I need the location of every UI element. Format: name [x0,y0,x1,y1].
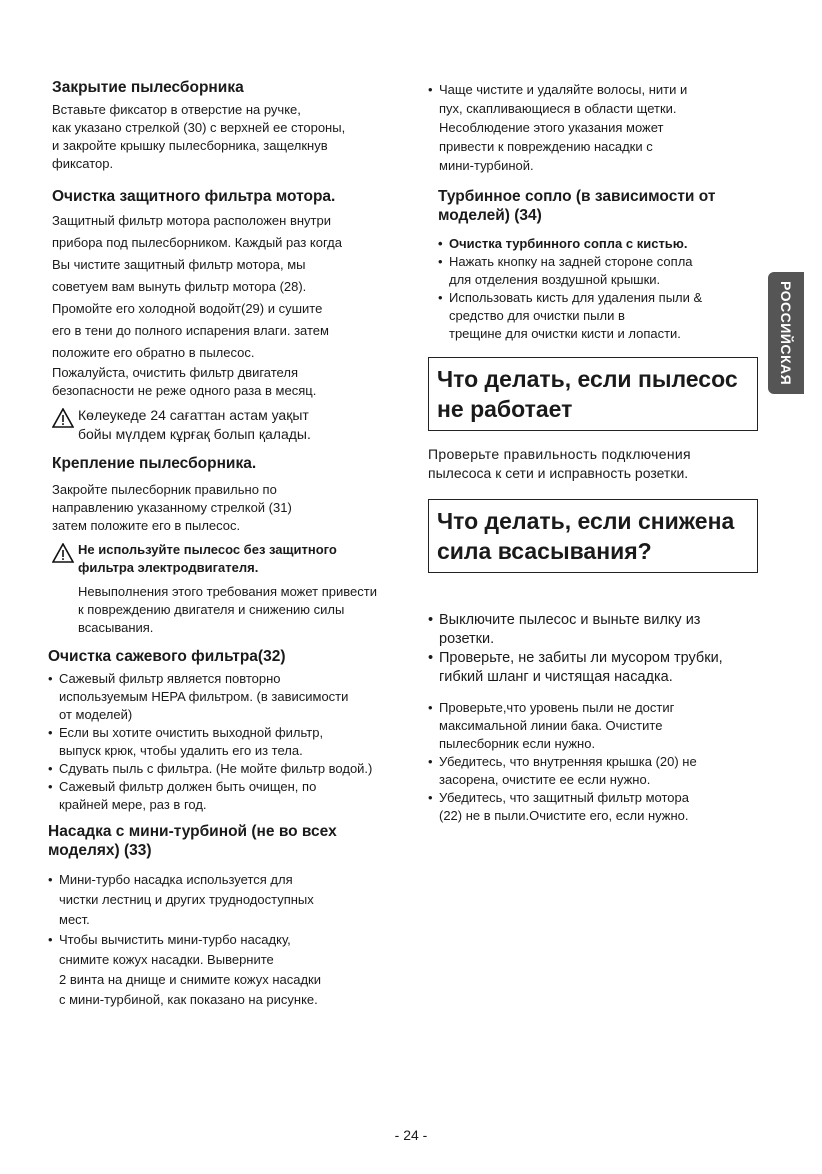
list-item: • Если вы хотите очистить выходной фильтр, выпуск крюк, чтобы удалить его из тела. [48,724,412,760]
text-line: советуем вам вынуть фильтр мотора (28). [52,279,307,294]
heading-box-suction: Что делать, если снижена сила всасывания? [428,499,758,573]
right-column [428,80,758,825]
heading-box-not-working: Что делать, если пылесос не работает [428,357,758,431]
list-item: • Проверьте, не забиты ли мусором трубки, гибкий шланг и чистящая насадка. [428,649,758,687]
warning-bold-line: Не используйте пылесос без защитного [78,542,337,557]
section-title: Крепление пылесборника. [52,455,257,472]
list-item: • Убедитесь, что внутренняя крышка (20) не засорена, очистите ее если нужно. [428,753,758,789]
warning-triangle-icon [52,408,74,428]
language-tab [768,272,804,394]
warning-note [52,406,412,444]
section-title: Насадка с мини-турбиной (не во всех моделях) (33) [48,823,337,859]
list-item: • Сдувать пыль с фильтра. (Не мойте фильтр водой.) [48,760,412,778]
warning-line: всасывания. [78,620,154,635]
list-item: • Убедитесь, что защитный фильтр мотора (22) не в пыли.Очистите его, если нужно. [428,789,758,825]
bullet-list [438,235,758,343]
bullet-list [48,870,412,1010]
section-title: Закрытие пылесборника [52,79,244,96]
warning-line: Көлеукеде 24 сағаттан астам уақыт [78,407,309,423]
list-item: • Использовать кисть для удаления пыли & средство для очистки пыли в трещине для очистки кисти и лопасти. [438,289,758,343]
text-line: Вставьте фиксатор в отверстие на ручке, [52,102,301,117]
bullet-list [428,80,758,175]
language-tab-label: РОССИЙСКАЯ [778,280,794,386]
bullet-list [428,699,758,825]
list-item: • Чаще чистите и удаляйте волосы, нити и пух, скапливающиеся в области щетки. Несоблюдение этого указания может привести к повреждению насадки с мини-турбиной. [428,80,758,175]
text-line: затем положите его в пылесос. [52,518,241,533]
section-closing [52,78,412,173]
text-line: Вы чистите защитный фильтр мотора, мы [52,257,306,272]
text-line: прибора под пылесборником. Каждый раз когда [52,235,342,250]
text-line: Проверьте правильность подключения [428,446,691,462]
warning-bold-line: фильтра электродвигателя. [78,560,259,575]
warning-note [52,541,412,637]
warning-line: Невыполнения этого требования может привести [78,584,377,599]
text-line: его в тени до полного испарения влаги. затем [52,323,329,338]
text-line: направлению указанному стрелкой (31) [52,500,292,515]
warning-line: к повреждению двигателя и снижению силы [78,602,345,617]
section-title: Очистка защитного фильтра мотора. [52,188,336,205]
list-item: • Нажать кнопку на задней стороне сопла для отделения воздушной крышки. [438,253,758,289]
section-motor-filter [52,187,412,444]
left-column [48,78,412,1018]
text-line: и закройте крышку пылесборника, защелкнув [52,138,328,153]
text-line: положите его обратно в пылесос. [52,345,255,360]
warning-triangle-icon [52,543,74,563]
text-line: Промойте его холодной водойт(29) и сушите [52,301,323,316]
section-mounting [52,454,412,637]
list-item: • Выключите пылесос и выньте вилку из розетки. [428,611,758,649]
text-line: как указано стрелкой (30) с верхней ее стороны, [52,120,346,135]
warning-line: бойы мүлдем кұрғақ болып қалады. [78,426,311,442]
section-title: Очистка сажевого фильтра(32) [48,648,286,665]
page-number: - 24 - [394,1127,428,1143]
text-line: пылесоса к сети и исправность розетки. [428,465,689,481]
text-line: безопасности не реже одного раза в месяц. [52,383,317,398]
list-item: • Сажевый фильтр является повторно используемым HEPA фильтром. (в зависимости от моделей) [48,670,412,724]
bullet-list [428,611,758,687]
list-item: • Сажевый фильтр должен быть очищен, по крайней мере, раз в год. [48,778,412,814]
list-item: • Мини-турбо насадка используется для чистки лестниц и других труднодоступных мест. [48,870,412,930]
section-mini-turbo [48,822,412,1010]
text-line: Защитный фильтр мотора расположен внутри [52,213,331,228]
bullet-list [48,670,412,814]
text-line: Пожалуйста, очистить фильтр двигателя [52,365,298,380]
list-item: • Проверьте,что уровень пыли не достиг максимальной линии бака. Очистите пылесборник если нужно. [428,699,758,753]
section-soot-filter [48,647,412,814]
text-line: фиксатор. [52,156,114,171]
section-title: Турбинное сопло (в зависимости от моделей) (34) [438,188,716,224]
text-line: Закройте пылесборник правильно по [52,482,277,497]
list-item: • Очистка турбинного сопла с кистью. [438,235,758,253]
list-item: • Чтобы вычистить мини-турбо насадку, снимите кожух насадки. Выверните 2 винта на днище и снимите кожух насадки с мини-турбиной, как показано на рисунке. [48,930,412,1010]
section-turbine [438,187,758,343]
